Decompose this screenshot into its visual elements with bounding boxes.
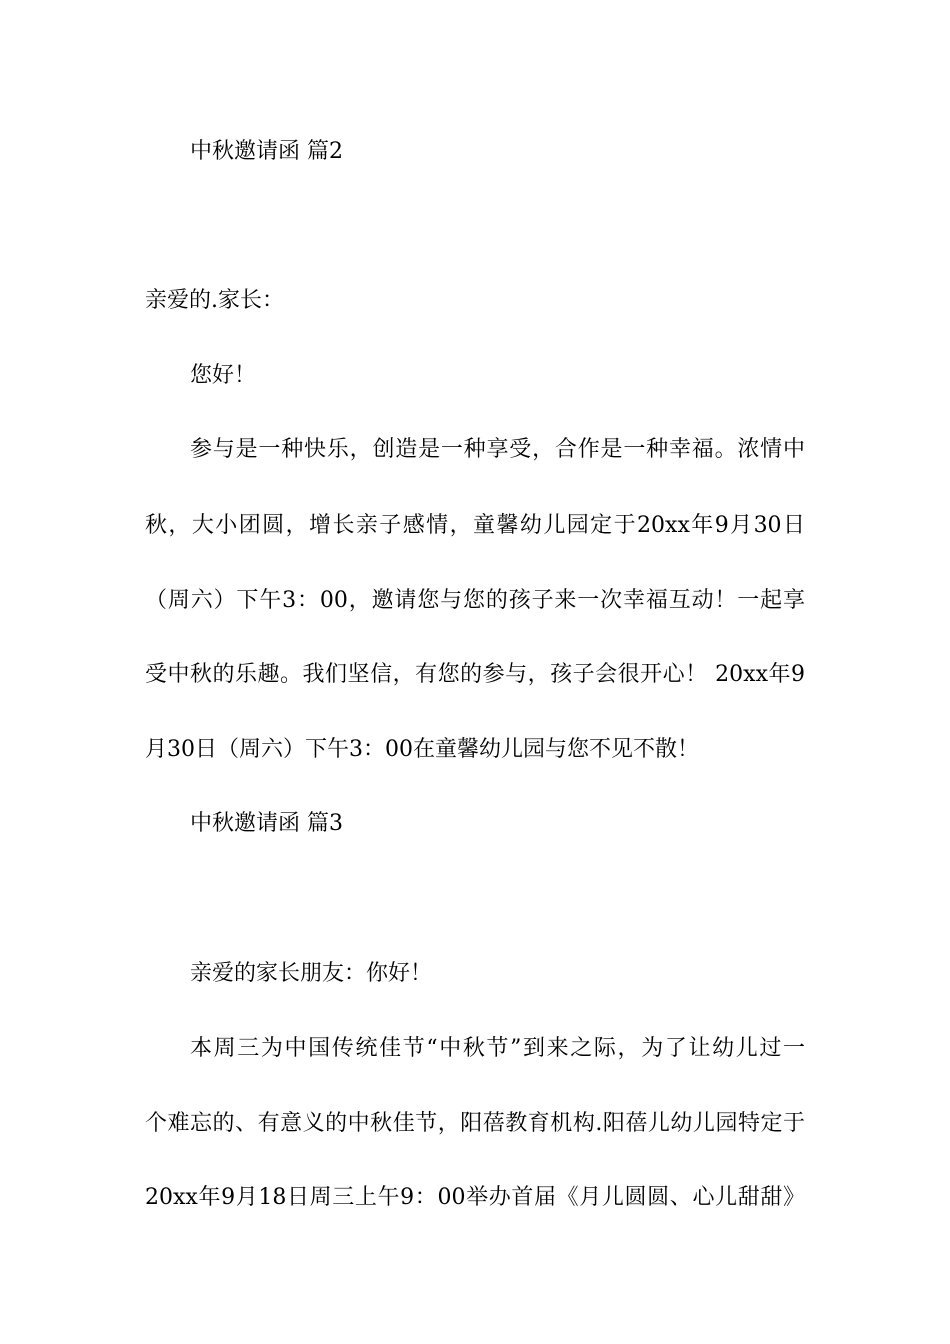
heading-text: 中秋邀请函 篇3 [190, 811, 343, 836]
paragraph-text: 秋，大小团圆，增长亲子感情，童馨幼儿园定于20xx年9月30日 [145, 513, 805, 538]
heading-text: 中秋邀请函 篇2 [190, 139, 343, 164]
salutation-text: 亲爱的.家长： [145, 288, 284, 313]
paragraph-text: 20xx年9月18日周三上午9：00举办首届《月儿圆圆、心儿甜甜》 [145, 1185, 805, 1210]
salutation-text: 亲爱的家长朋友：你好！ [190, 961, 433, 986]
paragraph-text: （周六）下午3：00，邀请您与您的孩子来一次幸福互动！一起享 [145, 588, 805, 613]
paragraph-text: 个难忘的、有意义的中秋佳节，阳蓓教育机构.阳蓓儿幼儿园特定于 [145, 1111, 805, 1136]
greeting-text: 您好！ [190, 363, 257, 388]
paragraph-text: 参与是一种快乐，创造是一种享受，合作是一种幸福。浓情中 [190, 437, 805, 462]
paragraph-text: 本周三为中国传统佳节“中秋节”到来之际，为了让幼儿过一 [190, 1036, 805, 1061]
paragraph-text: 受中秋的乐趣。我们坚信，有您的参与，孩子会很开心！ 20xx年9 [145, 662, 805, 687]
paragraph-text: 月30日（周六）下午3：00在童馨幼儿园与您不见不散！ [145, 737, 699, 762]
